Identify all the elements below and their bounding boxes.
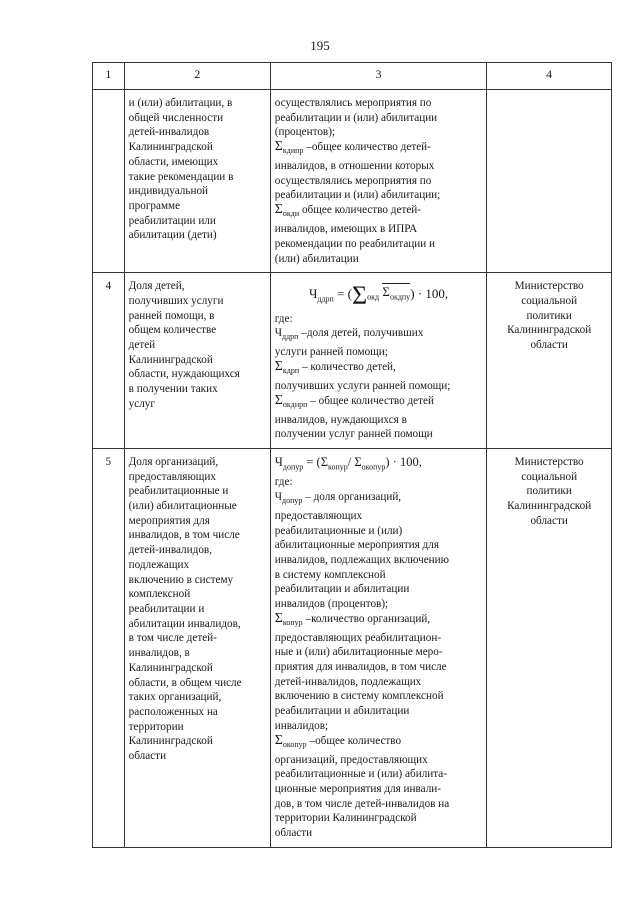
header-cell-4: 4 [487, 63, 612, 90]
row-number-cell: 5 [93, 448, 125, 847]
text-line: Калининградской [507, 324, 592, 337]
symbol-subscript: допур [282, 496, 303, 506]
text-line: реабилитации и (или) абилитации [274, 111, 438, 124]
text-line: ные и (или) абилитационные меро- [274, 646, 443, 659]
sum-symbol: Σ [274, 610, 283, 626]
symbol-subscript: ддрп [317, 294, 334, 304]
text-line: детей-инвалидов [128, 126, 210, 139]
text-line: реабилитационные и (или) [274, 524, 403, 537]
formula-cell [270, 448, 487, 847]
text-line: таких организаций, [128, 691, 222, 704]
text-line: инвалидов, в том числе [128, 529, 240, 542]
text-line: территории [128, 720, 184, 733]
text-line: реабилитационные и [128, 485, 229, 498]
text-line: получивших услуги ранней помощи; [274, 379, 451, 392]
text-line: области, имеющих [128, 155, 219, 168]
text-line: реабилитации или [128, 214, 216, 227]
definition-line [275, 612, 483, 631]
text-line: в получении таких [128, 383, 218, 396]
text-line: ранней помощи, в [128, 309, 215, 322]
text-line: индивидуальной [128, 185, 209, 198]
text-line: комплексной [128, 588, 191, 601]
text-line: политики [526, 309, 572, 322]
indicators-table [92, 62, 612, 848]
definition-line [275, 734, 483, 753]
fraction-denominator [382, 283, 411, 302]
symbol-subscript: копур [327, 462, 348, 472]
text-line: инвалидов, подлежащих включению [274, 553, 449, 566]
definition-text: –количество организаций, [302, 612, 431, 625]
definition-line [275, 326, 483, 345]
text-line: общем количестве [128, 324, 217, 337]
text-line: инвалидов; [274, 719, 329, 732]
formula-slash: / Σ [347, 454, 362, 469]
text-line: осуществлялись мероприятия по [274, 174, 432, 187]
table-row-4 [93, 273, 612, 449]
formula-tail: ) · 100, [410, 286, 449, 302]
text-line: общей численности [128, 111, 224, 124]
header-row [93, 63, 612, 90]
text-line: ционные мероприятия для инвали- [274, 782, 442, 795]
formula-lhs: Ч [274, 454, 283, 469]
responsible-cell [487, 273, 612, 449]
text-line: Министерство [514, 280, 584, 293]
text-line: реабилитации и (или) абилитации; [274, 189, 441, 202]
text-line: абилитации инвалидов, [128, 617, 241, 630]
definition-text: –доля детей, получивших [298, 327, 424, 340]
symbol-subscript: окопур [282, 739, 307, 749]
text-line: Доля детей, [128, 280, 185, 293]
text-line: включению в систему комплексной [274, 690, 444, 703]
text-line: области [274, 827, 313, 840]
text-line: услуг [128, 397, 155, 410]
text-line: подлежащих [128, 558, 190, 571]
symbol-subscript: копур [282, 617, 303, 627]
sum-symbol: Σ [274, 358, 283, 374]
text-line: (процентов); [274, 126, 336, 139]
text-line: реабилитации и [128, 603, 205, 615]
definition-line [275, 360, 483, 379]
text-line: предоставляющих [274, 509, 363, 522]
text-line: Калининградской [128, 735, 213, 748]
text-line: Калининградской [128, 353, 213, 366]
text-line: включению в систему [128, 573, 234, 586]
sum-symbol: Σ [274, 392, 283, 408]
formula-cell [270, 273, 487, 449]
sum-symbol: Σ [352, 281, 368, 311]
text-line: предоставляющих [128, 470, 216, 483]
symbol-subscript: окдпу [389, 292, 411, 302]
text-line: предоставляющих реабилитацион- [274, 631, 442, 644]
text-line: осуществлялись мероприятия по [274, 97, 432, 109]
text-line: в том числе детей- [128, 632, 217, 645]
text-line: детей [128, 339, 156, 352]
text-line: инвалидов (процентов); [274, 598, 389, 611]
text-line: (или) абилитации [274, 252, 359, 265]
sum-symbol: Σ [274, 139, 283, 155]
definition-line [275, 490, 483, 509]
text-line: и (или) абилитации, в [128, 97, 233, 109]
formula-mid: = (Σ [303, 454, 328, 469]
text-line: реабилитации и абилитации [274, 705, 410, 718]
definition-text: – количество детей, [299, 360, 396, 373]
text-line: Калининградской [128, 661, 213, 674]
symbol-subscript: допур [282, 462, 304, 472]
text-line: реабилитационные и (или) абилита- [274, 768, 447, 781]
text-line: в систему комплексной [274, 568, 386, 581]
text-line: области [128, 750, 167, 763]
formula-fraction [367, 285, 410, 305]
text-line: приятия для инвалидов, в том числе [274, 661, 447, 674]
text-line: инвалидов, в отношении которых [274, 160, 435, 173]
responsible-cell [487, 90, 612, 273]
text-line: Министерство [514, 455, 584, 468]
formula [275, 455, 483, 475]
formula-cell [270, 90, 487, 273]
text-line: абилитации (дети) [128, 229, 217, 242]
text-line: области, в общем числе [128, 676, 242, 689]
sum-symbol: Σ [274, 202, 283, 218]
symbol-subscript: кдрп [282, 366, 300, 376]
definition-text: общее количество детей- [299, 204, 422, 217]
text-line: (или) абилитационные [128, 500, 237, 513]
text-line: программе [128, 199, 181, 212]
text-line: получении услуг ранней помощи [274, 428, 433, 441]
indicator-name-cell [124, 90, 270, 273]
row-number-cell: 4 [93, 273, 125, 449]
formula-tail: ) · 100, [385, 454, 422, 469]
text-line: получивших услуги [128, 294, 224, 307]
definition-text: –общее количество [306, 734, 402, 747]
indicator-name-cell [124, 273, 270, 449]
header-cell-2: 2 [124, 63, 270, 90]
text-line: социальной [521, 294, 578, 307]
symbol-subscript: окди [282, 209, 300, 219]
header-cell-3: 3 [270, 63, 487, 90]
header-cell-1: 1 [93, 63, 125, 90]
text-line: территории Калининградской [274, 812, 417, 825]
text-line: инвалидов, в [128, 647, 190, 660]
text-line: дов, в том числе детей-инвалидов на [274, 797, 450, 810]
text-line: где: [274, 476, 293, 489]
text-line: услуги ранней помощи; [274, 346, 388, 359]
text-line: Доля организаций, [128, 455, 219, 468]
symbol: Ч [274, 490, 283, 503]
text-line: социальной [521, 470, 578, 483]
sum-symbol: Σ [382, 284, 390, 300]
definition-text: – общее количество детей [307, 394, 434, 407]
text-line: Калининградской [128, 141, 213, 154]
text-line: области [530, 339, 568, 352]
symbol: Ч [274, 327, 283, 340]
page-number: 195 [310, 38, 330, 53]
text-line: политики [526, 485, 572, 498]
symbol-subscript: окд [367, 292, 380, 302]
formula-equals: = ( [333, 286, 352, 302]
table-row-continuation [93, 90, 612, 273]
text-line: инвалидов, нуждающихся в [274, 413, 407, 426]
definition-text: – доля организаций, [302, 490, 402, 503]
sum-symbol: Σ [274, 732, 283, 748]
definition-text: –общее количество детей- [303, 141, 431, 154]
formula-lhs: Ч [308, 286, 318, 302]
text-line: инвалидов, имеющих в ИПРА [274, 223, 418, 236]
table-row-5 [93, 448, 612, 847]
text-line: такие рекомендации в [128, 170, 234, 183]
symbol-subscript: кдипр [282, 146, 304, 156]
text-line: реабилитации и абилитации [274, 583, 410, 596]
text-line: области [530, 514, 568, 527]
formula [275, 279, 483, 311]
text-line: детей-инвалидов, [128, 544, 212, 557]
text-line: расположенных на [128, 705, 218, 718]
text-line: абилитационные мероприятия для [274, 539, 439, 552]
symbol-subscript: окопур [361, 462, 386, 472]
definition-line [275, 203, 483, 222]
symbol-subscript: окднрп [282, 399, 308, 409]
text-line: мероприятия для [128, 514, 210, 527]
text-line: организаций, предоставляющих [274, 753, 428, 766]
text-line: детей-инвалидов, подлежащих [274, 675, 422, 688]
text-line: рекомендации по реабилитации и [274, 237, 436, 250]
text-line: области, нуждающихся [128, 368, 240, 381]
definition-line [275, 140, 483, 159]
text-line: Калининградской [507, 500, 592, 513]
indicator-name-cell [124, 448, 270, 847]
text-line: где: [274, 312, 293, 325]
symbol-subscript: ддрп [282, 332, 299, 342]
definition-line [275, 394, 483, 413]
row-number-cell [93, 90, 125, 273]
responsible-cell [487, 448, 612, 847]
